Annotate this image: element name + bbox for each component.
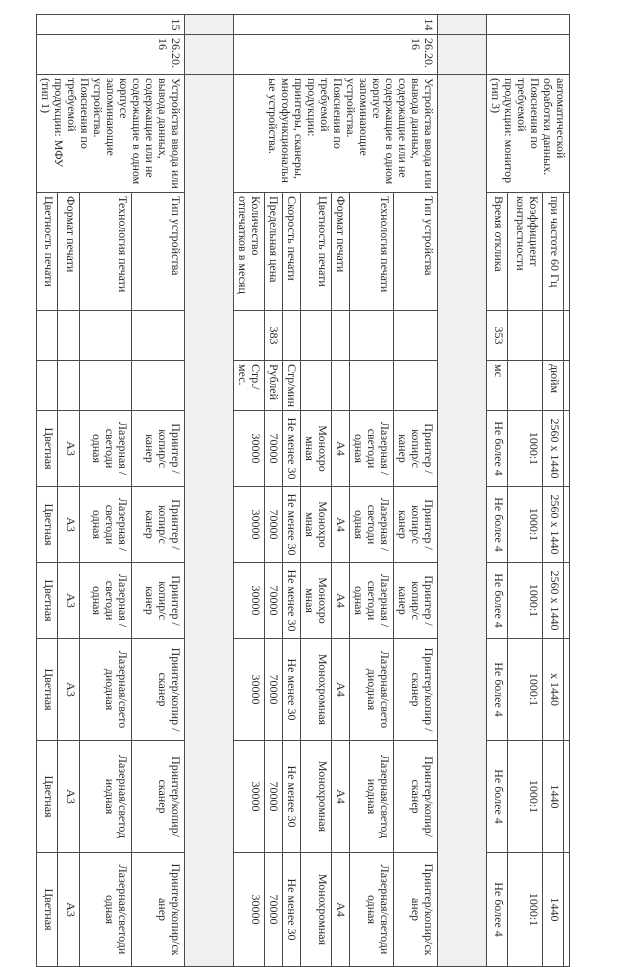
requirement-value: 70000 — [265, 853, 283, 967]
characteristic-name: Тип устройства — [394, 193, 438, 311]
carry-row — [564, 15, 570, 967]
requirement-value: 70000 — [265, 411, 283, 487]
requirement-value: 30000 — [234, 563, 265, 639]
unit-name: мс — [487, 361, 508, 411]
requirement-value: Цветная — [37, 563, 59, 639]
requirement-value — [564, 639, 570, 741]
requirement-value: Монохро мная — [301, 487, 332, 563]
okei-code — [543, 311, 564, 361]
characteristic-name: Тип устройства — [132, 193, 185, 311]
requirement-value: 30000 — [234, 639, 265, 741]
unit-name: Рублей — [265, 361, 283, 411]
requirement-value: Лазерная/светод иодная — [350, 741, 394, 853]
requirement-value — [564, 741, 570, 853]
characteristic-name: Цветность печати — [37, 193, 59, 311]
characteristic-name: Формат печати — [58, 193, 79, 311]
separator-num-cell — [438, 15, 487, 35]
requirement-value: х 1440 — [543, 639, 564, 741]
requirement-value: А3 — [58, 639, 79, 741]
unit-name — [350, 361, 394, 411]
requirement-value: 30000 — [234, 487, 265, 563]
characteristic-name: Технология печати — [350, 193, 394, 311]
separator-fill-cell — [185, 75, 234, 967]
requirement-value: Цветная — [37, 853, 59, 967]
requirement-value: А3 — [58, 741, 79, 853]
requirement-value: Не менее 30 — [283, 639, 301, 741]
requirement-value: Принтер/копир/ск анер — [132, 853, 185, 967]
okei-code — [58, 311, 79, 361]
okei-code — [234, 311, 265, 361]
characteristic-name: Время отклика — [487, 193, 508, 311]
requirement-value — [564, 487, 570, 563]
requirement-value: Лазерная /светоди одная — [350, 487, 394, 563]
characteristic-row — [394, 15, 438, 967]
requirement-value: Принтер/копир /сканер — [132, 639, 185, 741]
requirement-value: Цветная — [37, 411, 59, 487]
unit-name — [564, 361, 570, 411]
characteristic-name: Предельная цена — [265, 193, 283, 311]
requirement-value: 1440 — [543, 741, 564, 853]
characteristic-name: Формат печати — [332, 193, 350, 311]
requirement-value: А4 — [332, 411, 350, 487]
requirement-value: Не более 4 — [487, 563, 508, 639]
separator-code-cell — [438, 35, 487, 75]
separator-row — [185, 15, 234, 967]
requirement-value: 30000 — [234, 741, 265, 853]
requirement-value: Принтер /копир/с канер — [132, 411, 185, 487]
requirement-value: 70000 — [265, 487, 283, 563]
characteristic-name — [564, 193, 570, 311]
unit-name: Стр/мин — [283, 361, 301, 411]
requirement-value: Не более 4 — [487, 639, 508, 741]
requirement-value: 70000 — [265, 639, 283, 741]
okei-code: 383 — [265, 311, 283, 361]
characteristic-row — [132, 15, 185, 967]
unit-name — [301, 361, 332, 411]
requirement-value: Цветная — [37, 741, 59, 853]
requirement-value: А3 — [58, 853, 79, 967]
characteristic-name: Количество отпечатков в месяц — [234, 193, 265, 311]
requirement-value: Принтер /копир/с канер — [132, 487, 185, 563]
requirement-value: А4 — [332, 563, 350, 639]
requirement-value: 1000:1 — [507, 639, 543, 741]
requirement-value: Лазерная /светоди одная — [79, 563, 132, 639]
requirement-value: Принтер/копир/ сканер — [132, 741, 185, 853]
unit-name — [58, 361, 79, 411]
requirement-value: Монохро мная — [301, 411, 332, 487]
requirement-value: 2560 х 1440 — [543, 487, 564, 563]
requirement-value: Лазерная/светоди одная — [79, 853, 132, 967]
requirement-value: 30000 — [234, 853, 265, 967]
carry-code-cell — [487, 35, 570, 75]
okei-code — [132, 311, 185, 361]
unit-name — [132, 361, 185, 411]
okei-code — [301, 311, 332, 361]
unit-name — [394, 361, 438, 411]
requirement-value: Принтер/копир/сканер — [394, 741, 438, 853]
product-name: Устройства ввода или вывода данных, содержащие или не содержащие в одном корпусе запоминающие устройства. Пояснения по требуемой продукции: МФУ (тип 1) — [37, 75, 185, 193]
okpd2-code: 26.20.16 — [37, 35, 185, 75]
requirement-value: Лазерная/светоди одная — [350, 853, 394, 967]
requirement-value: А4 — [332, 853, 350, 967]
requirement-value: Не менее 30 — [283, 487, 301, 563]
position-number: 15 — [37, 15, 185, 35]
okei-code — [350, 311, 394, 361]
unit-name — [332, 361, 350, 411]
requirement-value — [564, 563, 570, 639]
requirement-value: Цветная — [37, 639, 59, 741]
characteristic-name: Технология печати — [79, 193, 132, 311]
requirement-value: Цветная — [37, 487, 59, 563]
product-name: Устройства ввода или вывода данных, содержащие или не содержащие в одном корпусе запоминающие устройства. Пояснения по требуемой продукции: принтеры, сканеры, многофункциональные устройства. — [234, 75, 438, 193]
requirement-value: 70000 — [265, 741, 283, 853]
unit-name: Стр./мес. — [234, 361, 265, 411]
requirement-value: Лазерная /светоди одная — [350, 563, 394, 639]
requirement-value: Принтер/копир/ск анер — [394, 853, 438, 967]
requirement-value: Принтер /копир/с канер — [394, 411, 438, 487]
characteristic-name: Цветность печати — [301, 193, 332, 311]
requirement-value: 2560 х 1440 — [543, 411, 564, 487]
requirement-value: Не более 4 — [487, 741, 508, 853]
requirement-value: Лазерная /светоди одная — [350, 411, 394, 487]
requirement-value: Принтер /копир/с канер — [394, 563, 438, 639]
unit-name — [37, 361, 59, 411]
requirement-value: Монохромная — [301, 853, 332, 967]
requirement-value: Не более 4 — [487, 411, 508, 487]
requirement-value: 1440 — [543, 853, 564, 967]
okei-code — [394, 311, 438, 361]
separator-code-cell — [185, 35, 234, 75]
requirement-value: А3 — [58, 411, 79, 487]
requirement-value: 1000:1 — [507, 853, 543, 967]
requirement-value: 1000:1 — [507, 563, 543, 639]
requirement-value: А4 — [332, 741, 350, 853]
unit-name: дюйм — [543, 361, 564, 411]
requirement-value: Принтер/копир /сканер — [394, 639, 438, 741]
characteristic-name: Скорость печати — [283, 193, 301, 311]
unit-name — [507, 361, 543, 411]
requirement-value: Не менее 30 — [283, 853, 301, 967]
requirement-value: Монохро мная — [301, 563, 332, 639]
okei-code — [79, 311, 132, 361]
requirement-value: Лазерная /светоди одная — [79, 487, 132, 563]
requirement-value: Не менее 30 — [283, 563, 301, 639]
requirement-value: Не более 4 — [487, 853, 508, 967]
requirements-table — [36, 14, 570, 967]
carry-product-name: автоматической обработки данных. Пояснения по требуемой продукции: монитор (тип 3) — [487, 75, 570, 193]
separator-fill-cell — [438, 75, 487, 967]
okei-code — [564, 311, 570, 361]
requirement-value — [564, 411, 570, 487]
requirement-value: 1000:1 — [507, 411, 543, 487]
requirement-value: Лазерная/свето диодная — [350, 639, 394, 741]
requirement-value: 70000 — [265, 563, 283, 639]
unit-name — [79, 361, 132, 411]
okei-code — [283, 311, 301, 361]
requirement-value: 1000:1 — [507, 487, 543, 563]
requirement-value: Лазерная /светоди одная — [79, 411, 132, 487]
requirement-value: Принтер /копир/с канер — [132, 563, 185, 639]
separator-num-cell — [185, 15, 234, 35]
okei-code — [507, 311, 543, 361]
requirement-value: 2560 х 1440 — [543, 563, 564, 639]
requirement-value: А3 — [58, 487, 79, 563]
requirement-value: Принтер /копир/с канер — [394, 487, 438, 563]
requirement-value: Не менее 30 — [283, 741, 301, 853]
okei-code — [332, 311, 350, 361]
requirement-value: 1000:1 — [507, 741, 543, 853]
requirement-value: А3 — [58, 563, 79, 639]
requirement-value: Монохромная — [301, 639, 332, 741]
requirement-value: 30000 — [234, 411, 265, 487]
requirement-value — [564, 853, 570, 967]
okpd2-code: 26.20.16 — [234, 35, 438, 75]
requirement-value: Не более 4 — [487, 487, 508, 563]
carry-num-cell — [487, 15, 570, 35]
okei-code — [37, 311, 59, 361]
requirement-value: Монохромная — [301, 741, 332, 853]
characteristic-name: при частоте 60 Гц — [543, 193, 564, 311]
requirement-value: Не менее 30 — [283, 411, 301, 487]
characteristic-name: Коэффициент контрастности — [507, 193, 543, 311]
okei-code: 353 — [487, 311, 508, 361]
requirement-value: Лазерная/светод иодная — [79, 741, 132, 853]
requirement-value: А4 — [332, 639, 350, 741]
requirement-value: Лазерная/свето диодная — [79, 639, 132, 741]
separator-row — [438, 15, 487, 967]
position-number: 14 — [234, 15, 438, 35]
requirement-value: А4 — [332, 487, 350, 563]
